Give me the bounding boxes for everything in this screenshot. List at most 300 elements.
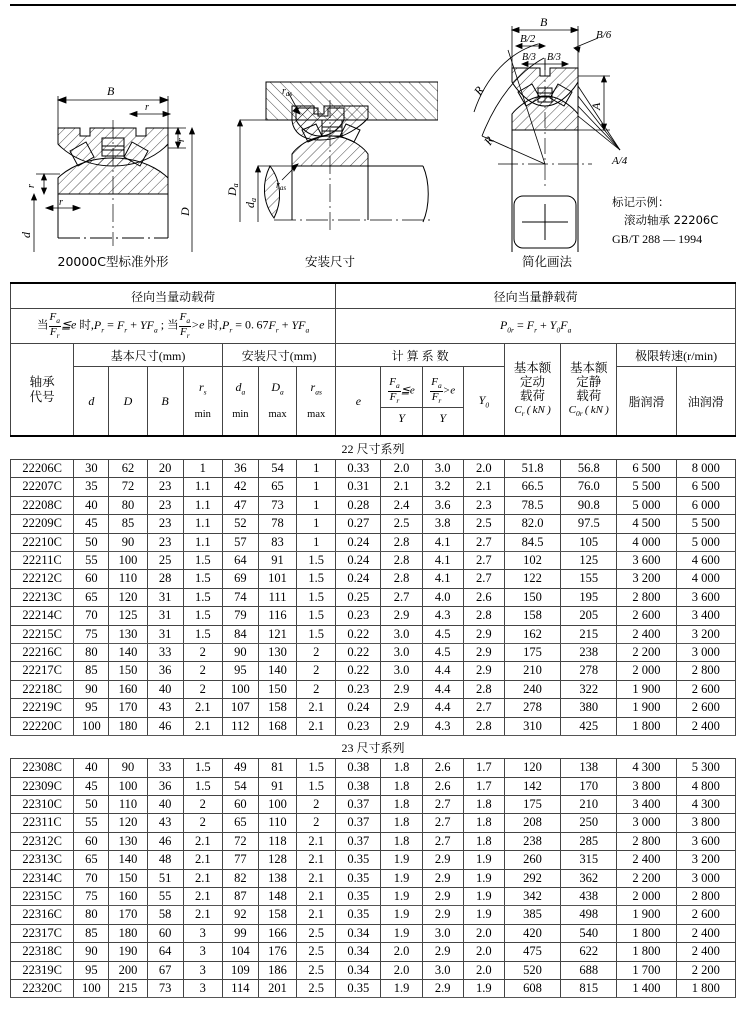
cell-static-rating: 688: [561, 961, 617, 979]
cell-width: 58: [147, 906, 183, 924]
table-row[interactable]: [11, 717, 736, 735]
cell-static-rating: 425: [561, 717, 617, 735]
cell-Y-gt: 4.4: [422, 662, 463, 680]
cell-grease-speed: 4 500: [617, 515, 676, 533]
cell-Y-le: 2.0: [381, 943, 422, 961]
cell-chamfer-rs: 1.5: [183, 777, 222, 795]
table-row[interactable]: [11, 552, 736, 570]
cell-oil-speed: 2 400: [676, 717, 735, 735]
cell-chamfer-rs: 3: [183, 943, 222, 961]
cell-e-value: 0.37: [336, 832, 381, 850]
table-row[interactable]: [11, 515, 736, 533]
dim-label-D: D: [178, 207, 192, 216]
col-Da-max-header: $D_a$ max: [258, 367, 296, 437]
cell-e-value: 0.23: [336, 607, 381, 625]
cell-mount-ras: 2.1: [297, 699, 336, 717]
static-load-formula: $P_{0r} = F_r + Y_0F_a$: [336, 309, 736, 344]
cell-Y0: 2.7: [463, 699, 504, 717]
cell-e-value: 0.24: [336, 570, 381, 588]
dim-label-r-bottom: r: [59, 197, 63, 208]
sta-line4: $C_{0r}$ ( kN ): [568, 403, 609, 418]
cell-chamfer-rs: 1.1: [183, 515, 222, 533]
cell-static-rating: 498: [561, 906, 617, 924]
cell-static-rating: 76.0: [561, 478, 617, 496]
cell-width: 46: [147, 717, 183, 735]
cell-mount-Da: 81: [258, 759, 296, 777]
cell-inner-diameter: 100: [74, 717, 109, 735]
cell-bearing-code: 22214C: [11, 607, 74, 625]
figure-3-caption: 简化画法: [521, 254, 572, 269]
cell-mount-ras: 1.5: [297, 607, 336, 625]
cell-mount-da: 42: [222, 478, 258, 496]
cell-e-value: 0.34: [336, 961, 381, 979]
table-row[interactable]: [11, 699, 736, 717]
cell-mount-da: 109: [222, 961, 258, 979]
cell-width: 31: [147, 607, 183, 625]
cell-static-rating: 195: [561, 588, 617, 606]
cell-e-value: 0.24: [336, 552, 381, 570]
bearing-code-line1: 轴承: [29, 374, 55, 390]
cell-outer-diameter: 180: [109, 717, 147, 735]
cell-e-value: 0.38: [336, 759, 381, 777]
cell-chamfer-rs: 2.1: [183, 906, 222, 924]
cell-dynamic-rating: 475: [504, 943, 560, 961]
cell-outer-diameter: 110: [109, 570, 147, 588]
cell-e-value: 0.24: [336, 533, 381, 551]
cell-mount-Da: 158: [258, 699, 296, 717]
cell-e-value: 0.35: [336, 979, 381, 997]
cell-inner-diameter: 40: [74, 496, 109, 514]
cell-Y-gt: 2.6: [422, 777, 463, 795]
cell-outer-diameter: 215: [109, 979, 147, 997]
cell-mount-da: 104: [222, 943, 258, 961]
cell-Y0: 1.7: [463, 777, 504, 795]
cell-Y-le: 1.8: [381, 832, 422, 850]
cell-mount-da: 69: [222, 570, 258, 588]
cell-mount-Da: 101: [258, 570, 296, 588]
cell-Y-le: 1.8: [381, 759, 422, 777]
cell-Y-gt: 4.3: [422, 607, 463, 625]
table-row[interactable]: [11, 607, 736, 625]
cell-width: 23: [147, 478, 183, 496]
cell-mount-Da: 91: [258, 552, 296, 570]
cell-bearing-code: 22317C: [11, 924, 74, 942]
table-row[interactable]: [11, 533, 736, 551]
cell-oil-speed: 2 600: [676, 699, 735, 717]
radial-static-load-header: 径向当量静载荷: [336, 283, 736, 309]
cell-oil-speed: 2 400: [676, 924, 735, 942]
sta-line1: 基本额: [569, 359, 608, 375]
table-row[interactable]: [11, 680, 736, 698]
cell-mount-ras: 1.5: [297, 759, 336, 777]
cell-dynamic-rating: 520: [504, 961, 560, 979]
table-row[interactable]: [11, 943, 736, 961]
cell-grease-speed: 3 400: [617, 795, 676, 813]
cell-mount-ras: 1.5: [297, 552, 336, 570]
cell-chamfer-rs: 2: [183, 795, 222, 813]
cell-width: 64: [147, 943, 183, 961]
table-row[interactable]: [11, 924, 736, 942]
cell-grease-speed: 1 800: [617, 717, 676, 735]
cell-e-value: 0.28: [336, 496, 381, 514]
cell-static-rating: 97.5: [561, 515, 617, 533]
cell-mount-Da: 128: [258, 851, 296, 869]
figure-2-caption: 安装尺寸: [304, 254, 355, 269]
cell-dynamic-rating: 238: [504, 832, 560, 850]
dim-label-B2: B: [540, 15, 548, 29]
cell-Y-gt: 3.0: [422, 924, 463, 942]
table-row[interactable]: [11, 832, 736, 850]
dim-label-Da: Da: [225, 183, 240, 196]
cell-inner-diameter: 80: [74, 644, 109, 662]
cell-chamfer-rs: 2.1: [183, 851, 222, 869]
cell-static-rating: 540: [561, 924, 617, 942]
cell-e-value: 0.24: [336, 699, 381, 717]
cell-static-rating: 155: [561, 570, 617, 588]
cell-Y0: 1.8: [463, 832, 504, 850]
cell-oil-speed: 4 800: [676, 777, 735, 795]
cell-inner-diameter: 85: [74, 662, 109, 680]
cell-oil-speed: 3 600: [676, 588, 735, 606]
cell-bearing-code: 22316C: [11, 906, 74, 924]
cell-Y-gt: 4.4: [422, 680, 463, 698]
dim-label-ras-top: $r_{as}$: [282, 86, 293, 98]
figures-area: [0, 8, 746, 270]
cell-Y-le: 3.0: [381, 644, 422, 662]
cell-outer-diameter: 150: [109, 869, 147, 887]
col-e-header: e: [336, 367, 381, 437]
cell-bearing-code: 22209C: [11, 515, 74, 533]
cell-width: 23: [147, 496, 183, 514]
cell-Y0: 1.9: [463, 906, 504, 924]
cell-chamfer-rs: 2.1: [183, 869, 222, 887]
cell-Y-gt: 4.1: [422, 533, 463, 551]
cell-mount-Da: 65: [258, 478, 296, 496]
table-row[interactable]: [11, 906, 736, 924]
cell-mount-Da: 116: [258, 607, 296, 625]
marking-standard: GB/T 288 — 1994: [612, 231, 703, 246]
cell-dynamic-rating: 342: [504, 887, 560, 905]
cell-dynamic-rating: 175: [504, 644, 560, 662]
cell-Y0: 2.6: [463, 588, 504, 606]
cell-static-rating: 278: [561, 662, 617, 680]
cell-Y-gt: 2.9: [422, 869, 463, 887]
cell-chamfer-rs: 2.1: [183, 717, 222, 735]
cell-grease-speed: 5 500: [617, 478, 676, 496]
cell-static-rating: 56.8: [561, 460, 617, 478]
table-row[interactable]: [11, 570, 736, 588]
limiting-speed-header: 极限转速(r/min): [617, 344, 736, 367]
cell-width: 67: [147, 961, 183, 979]
cell-mount-Da: 83: [258, 533, 296, 551]
table-row[interactable]: [11, 887, 736, 905]
cell-outer-diameter: 90: [109, 533, 147, 551]
cell-mount-Da: 186: [258, 961, 296, 979]
cell-dynamic-rating: 292: [504, 869, 560, 887]
cell-e-value: 0.25: [336, 588, 381, 606]
cell-mount-Da: 130: [258, 644, 296, 662]
cell-mount-da: 77: [222, 851, 258, 869]
cell-bearing-code: 22320C: [11, 979, 74, 997]
table-row[interactable]: [11, 814, 736, 832]
cell-inner-diameter: 65: [74, 588, 109, 606]
cell-mount-ras: 2.1: [297, 717, 336, 735]
cell-mount-ras: 1: [297, 460, 336, 478]
dim-label-B-half: B/2: [520, 33, 536, 45]
table-row[interactable]: [11, 478, 736, 496]
cell-width: 48: [147, 851, 183, 869]
table-row[interactable]: [11, 460, 736, 478]
basic-dimensions-header: 基本尺寸(mm): [74, 344, 223, 367]
cell-Y-gt: 3.8: [422, 515, 463, 533]
sta-line2: 定静: [576, 373, 602, 389]
cell-grease-speed: 4 300: [617, 759, 676, 777]
cell-mount-ras: 2.1: [297, 887, 336, 905]
cell-static-rating: 105: [561, 533, 617, 551]
col-grease-header: 脂润滑: [617, 367, 676, 437]
cell-mount-da: 74: [222, 588, 258, 606]
cell-mount-ras: 2: [297, 662, 336, 680]
cell-Y0: 1.8: [463, 814, 504, 832]
cell-static-rating: 362: [561, 869, 617, 887]
cell-outer-diameter: 100: [109, 552, 147, 570]
cell-chamfer-rs: 3: [183, 979, 222, 997]
table-row[interactable]: [11, 869, 736, 887]
cell-Y-le: 1.9: [381, 851, 422, 869]
cell-grease-speed: 1 800: [617, 924, 676, 942]
cell-dynamic-rating: 608: [504, 979, 560, 997]
cell-grease-speed: 1 900: [617, 906, 676, 924]
table-row[interactable]: [11, 979, 736, 997]
cell-oil-speed: 2 600: [676, 680, 735, 698]
table-body: [11, 436, 736, 998]
cell-chamfer-rs: 2: [183, 644, 222, 662]
dim-label-d: d: [19, 232, 33, 238]
cell-mount-da: 52: [222, 515, 258, 533]
cell-oil-speed: 3 800: [676, 814, 735, 832]
cell-e-value: 0.38: [336, 777, 381, 795]
cell-outer-diameter: 180: [109, 924, 147, 942]
column-subheader-row: [11, 367, 736, 437]
cell-Y-gt: 4.5: [422, 644, 463, 662]
cell-outer-diameter: 170: [109, 699, 147, 717]
table-row[interactable]: [11, 625, 736, 643]
cell-oil-speed: 6 500: [676, 478, 735, 496]
cell-mount-da: 60: [222, 795, 258, 813]
cell-width: 31: [147, 588, 183, 606]
Y-le-label: Y: [398, 410, 405, 425]
table-row[interactable]: [11, 777, 736, 795]
cell-inner-diameter: 35: [74, 478, 109, 496]
cell-outer-diameter: 160: [109, 680, 147, 698]
cell-e-value: 0.34: [336, 924, 381, 942]
cell-Y-gt: 4.3: [422, 717, 463, 735]
cell-inner-diameter: 70: [74, 607, 109, 625]
bearing-code-line2: 代号: [29, 388, 55, 404]
cell-mount-ras: 2: [297, 795, 336, 813]
col-rs-min-header: $r_s$ min: [183, 367, 222, 437]
cell-mount-Da: 100: [258, 795, 296, 813]
cell-inner-diameter: 95: [74, 961, 109, 979]
figure-1-caption: 20000C型标准外形: [57, 254, 169, 269]
cell-oil-speed: 2 800: [676, 887, 735, 905]
cell-grease-speed: 2 800: [617, 588, 676, 606]
table-row[interactable]: [11, 496, 736, 514]
cell-dynamic-rating: 310: [504, 717, 560, 735]
calculation-coefficients-header: 计 算 系 数: [336, 344, 505, 367]
cell-inner-diameter: 45: [74, 515, 109, 533]
col-Y0-header: $Y_0$: [463, 367, 504, 437]
dyn-line1: 基本额: [513, 359, 552, 375]
cell-mount-da: 99: [222, 924, 258, 942]
cell-oil-speed: 2 800: [676, 662, 735, 680]
cell-mount-ras: 2.5: [297, 979, 336, 997]
cell-e-value: 0.35: [336, 906, 381, 924]
cell-width: 46: [147, 832, 183, 850]
dim-label-B-third-1: B/3: [522, 52, 536, 63]
cell-Y0: 1.9: [463, 869, 504, 887]
cell-Y-le: 1.9: [381, 869, 422, 887]
cell-dynamic-rating: 78.5: [504, 496, 560, 514]
cell-chamfer-rs: 1.5: [183, 607, 222, 625]
cell-e-value: 0.35: [336, 851, 381, 869]
cell-outer-diameter: 85: [109, 515, 147, 533]
cell-inner-diameter: 55: [74, 814, 109, 832]
cell-outer-diameter: 120: [109, 814, 147, 832]
table-row[interactable]: [11, 795, 736, 813]
cell-mount-ras: 2.1: [297, 851, 336, 869]
cell-dynamic-rating: 175: [504, 795, 560, 813]
cell-mount-Da: 176: [258, 943, 296, 961]
cell-dynamic-rating: 150: [504, 588, 560, 606]
load-header-row: [11, 283, 736, 309]
cell-Y-gt: 2.6: [422, 759, 463, 777]
cell-grease-speed: 1 900: [617, 680, 676, 698]
cell-Y-gt: 3.0: [422, 961, 463, 979]
cell-Y-gt: 2.9: [422, 943, 463, 961]
cell-grease-speed: 3 800: [617, 777, 676, 795]
cell-dynamic-rating: 102: [504, 552, 560, 570]
cell-static-rating: 250: [561, 814, 617, 832]
table-row[interactable]: [11, 759, 736, 777]
cell-inner-diameter: 90: [74, 943, 109, 961]
cell-inner-diameter: 60: [74, 832, 109, 850]
cell-Y0: 1.9: [463, 887, 504, 905]
cell-width: 23: [147, 533, 183, 551]
cell-chamfer-rs: 1.1: [183, 478, 222, 496]
cell-mount-da: 84: [222, 625, 258, 643]
radial-dynamic-load-header: 径向当量动载荷: [11, 283, 336, 309]
cell-Y-gt: 2.9: [422, 979, 463, 997]
cell-mount-ras: 1: [297, 515, 336, 533]
cell-static-rating: 285: [561, 832, 617, 850]
col-Y-le-header: $\frac{F_a}{F_r}$ ≦e Y: [381, 367, 422, 437]
dyn-line2: 定动: [520, 373, 546, 389]
cell-grease-speed: 3 000: [617, 814, 676, 832]
cell-grease-speed: 4 000: [617, 533, 676, 551]
dyn-line4: $C_r$ ( kN ): [514, 403, 551, 418]
figure-mounting-dimensions: [218, 70, 438, 256]
cell-mount-Da: 150: [258, 680, 296, 698]
cell-bearing-code: 22207C: [11, 478, 74, 496]
cell-width: 40: [147, 680, 183, 698]
cell-mount-Da: 201: [258, 979, 296, 997]
cell-Y-gt: 4.5: [422, 625, 463, 643]
cell-chamfer-rs: 1.1: [183, 496, 222, 514]
cell-Y-gt: 2.9: [422, 906, 463, 924]
cell-e-value: 0.22: [336, 662, 381, 680]
cell-dynamic-rating: 385: [504, 906, 560, 924]
cell-Y-gt: 4.0: [422, 588, 463, 606]
cell-oil-speed: 3 200: [676, 851, 735, 869]
cell-mount-ras: 1.5: [297, 625, 336, 643]
table-row[interactable]: [11, 644, 736, 662]
cell-outer-diameter: 90: [109, 759, 147, 777]
cell-static-rating: 138: [561, 759, 617, 777]
cell-chamfer-rs: 2: [183, 814, 222, 832]
cell-outer-diameter: 130: [109, 625, 147, 643]
cell-mount-Da: 138: [258, 869, 296, 887]
cell-grease-speed: 2 000: [617, 887, 676, 905]
cell-inner-diameter: 50: [74, 795, 109, 813]
cell-Y-gt: 4.4: [422, 699, 463, 717]
column-group-row: [11, 344, 736, 367]
dyn-line3: 载荷: [520, 388, 546, 404]
cell-static-rating: 90.8: [561, 496, 617, 514]
cell-bearing-code: 22311C: [11, 814, 74, 832]
cell-bearing-code: 22219C: [11, 699, 74, 717]
table-row[interactable]: [11, 662, 736, 680]
table-row[interactable]: [11, 851, 736, 869]
cell-static-rating: 622: [561, 943, 617, 961]
formula-row: [11, 309, 736, 344]
cell-static-rating: 815: [561, 979, 617, 997]
cell-Y-le: 3.0: [381, 625, 422, 643]
cell-width: 33: [147, 644, 183, 662]
cell-oil-speed: 4 300: [676, 795, 735, 813]
cell-mount-ras: 1: [297, 533, 336, 551]
cell-Y0: 1.7: [463, 759, 504, 777]
table-row[interactable]: [11, 961, 736, 979]
cell-grease-speed: 1 900: [617, 699, 676, 717]
cell-oil-speed: 3 400: [676, 607, 735, 625]
cell-Y-le: 1.9: [381, 924, 422, 942]
cell-oil-speed: 3 200: [676, 625, 735, 643]
cell-mount-ras: 2: [297, 814, 336, 832]
cell-dynamic-rating: 240: [504, 680, 560, 698]
cell-outer-diameter: 110: [109, 795, 147, 813]
cell-grease-speed: 2 400: [617, 625, 676, 643]
col-Y-gt-header: $\frac{F_a}{F_r}$ >e Y: [422, 367, 463, 437]
cell-outer-diameter: 190: [109, 943, 147, 961]
cell-e-value: 0.22: [336, 644, 381, 662]
cell-bearing-code: 22314C: [11, 869, 74, 887]
table-row[interactable]: [11, 588, 736, 606]
cell-e-value: 0.22: [336, 625, 381, 643]
cell-Y0: 2.0: [463, 460, 504, 478]
cell-outer-diameter: 62: [109, 460, 147, 478]
cell-width: 25: [147, 552, 183, 570]
cell-dynamic-rating: 66.5: [504, 478, 560, 496]
cell-Y-le: 1.9: [381, 979, 422, 997]
cell-Y-le: 2.8: [381, 570, 422, 588]
cell-dynamic-rating: 122: [504, 570, 560, 588]
cell-mount-ras: 2.1: [297, 869, 336, 887]
cell-mount-da: 82: [222, 869, 258, 887]
dim-label-r-top: r: [145, 102, 149, 113]
cell-outer-diameter: 200: [109, 961, 147, 979]
dim-label-A-quarter: A/4: [612, 155, 628, 167]
